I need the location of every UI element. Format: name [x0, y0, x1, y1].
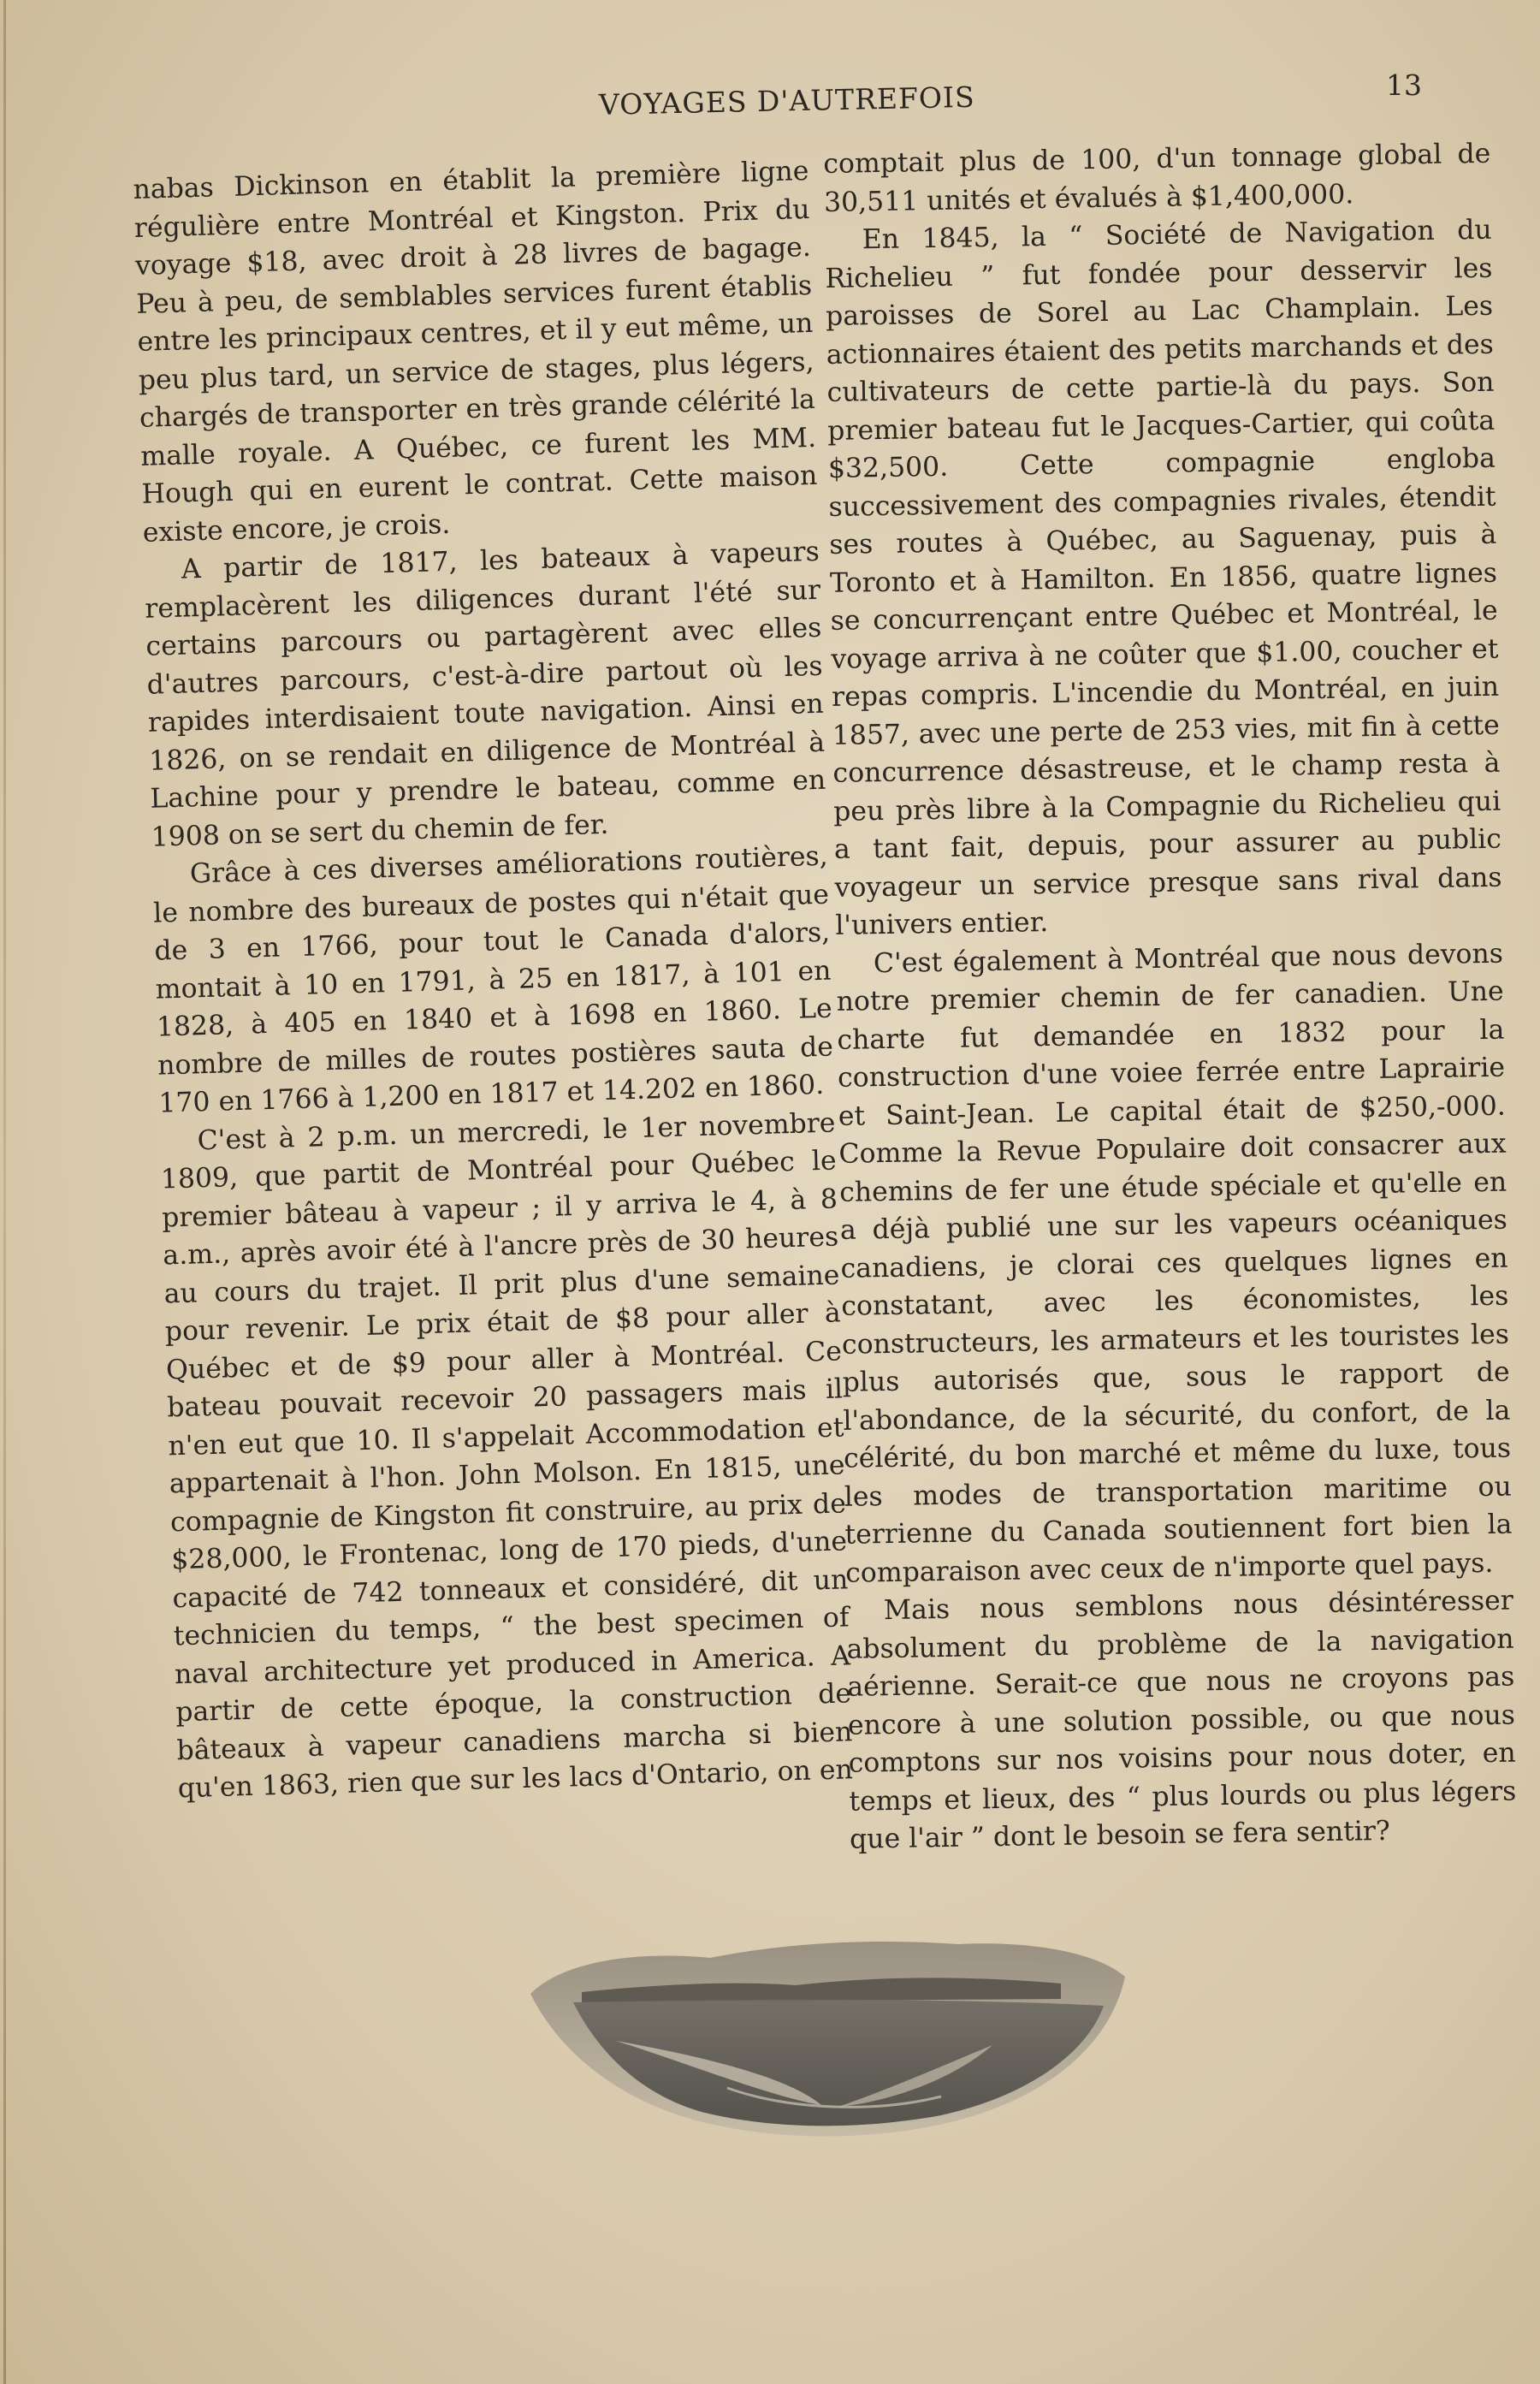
- page-edge: [3, 0, 6, 2384]
- paragraph: Mais nous semblons nous désintéresser absolument du problème de la navigation aérienne. Serait-ce que nous ne croyons pas encore à une solution possible, ou que nous comptons sur nos voisins pour nous doter, en temps et lieux, des “ plus lourds ou plus légers que l'air ” dont le besoin se fera sentir?: [846, 1585, 1517, 1855]
- paragraph: C'est également à Montréal que nous devons notre premier chemin de fer canadien. Une charte fut demandée en 1832 pour la construction d'une voiee ferrée entre Laprairie et Saint-Jean. Le capital était de $250,-000. Comme la Revue Populaire doit consacrer aux chemins de fer une étude spéciale et qu'elle en a déjà publié une sur les vapeurs océaniques canadiens, je clorai ces quelques lignes en constatant, avec les économistes, les constructeurs, les armateurs et les touristes les plus autorisés que, sous le rapport de l'abondance, de la sécurité, du confort, de la célérité, du bon marché et même du luxe, tous les modes de transportation maritime ou terrienne du Canada soutiennent fort bien la comparaison avec ceux de n'importe quel pays.: [836, 938, 1513, 1589]
- page-number: 13: [1386, 68, 1422, 102]
- left-column: [133, 152, 854, 1808]
- right-column: [823, 135, 1517, 1859]
- landscape-vignette-icon: [513, 1891, 1138, 2148]
- paragraph: Grâce à ces diverses améliorations routières, le nombre des bureaux de postes qui n'était que de 3 en 1766, pour tout le Canada d'alors, montait à 10 en 1791, à 25 en 1817, à 101 en 1828, à 405 en 1840 et à 1698 en 1860. Le nombre de milles de routes postières sauta de 170 en 1766 à 1,200 en 1817 et 14.202 en 1860.: [152, 840, 834, 1119]
- running-header: VOYAGES D'AUTREFOIS: [598, 80, 975, 122]
- paragraph: comptait plus de 100, d'un tonnage global de 30,511 unités et évalués à $1,400,000.: [823, 138, 1491, 218]
- paragraph: En 1845, la “ Société de Navigation du Richelieu ” fut fondée pour desservir les paroisses de Sorel au Lac Champlain. Les actionnaires étaient des petits marchands et des cultivateurs de cette partie-là du pays. Son premier bateau fut le Jacques-Cartier, qui coûta $32,500. Cette compagnie engloba successivement des compagnies rivales, étendit ses routes à Québec, au Saguenay, puis à Toronto et à Hamilton. En 1856, quatre lignes se concurrençant entre Québec et Montréal, le voyage arriva à ne coûter que $1.00, coucher et repas compris. L'incendie du Montréal, en juin 1857, avec une perte de 253 vies, mit fin à cette concurrence désastreuse, et le champ resta à peu près libre à la Compagnie du Richelieu qui a tant fait, depuis, pour assurer au public voyageur un service presque sans rival dans l'univers entier.: [825, 214, 1502, 941]
- paragraph: A partir de 1817, les bateaux à vapeurs remplacèrent les diligences durant l'été sur certains parcours ou partagèrent avec elles d'autres parcours, c'est-à-dire partout où les rapides interdisaient toute navigation. Ainsi en 1826, on se rendait en diligence de Montréal à Lachine pour y prendre le bateau, comme en 1908 on se sert du chemin de fer.: [144, 536, 826, 853]
- paragraph: nabas Dickinson en établit la première ligne régulière entre Montréal et Kingston. Prix du voyage $18, avec droit à 28 livres de bagage. Peu à peu, de semblables services furent établis entre les principaux centres, et il y eut même, un peu plus tard, un service de stages, plus légers, chargés de transporter en très grande célérité la malle royale. A Québec, ce furent les MM. Hough qui en eurent le contrat. Cette maison existe encore, je crois.: [133, 155, 818, 549]
- paragraph: C'est à 2 p.m. un mercredi, le 1er novembre 1809, que partit de Montréal pour Québec le premier bâteau à vapeur ; il y arriva le 4, à 8 a.m., après avoir été à l'ancre près de 30 heures au cours du trajet. Il prit plus d'une semaine pour revenir. Le prix était de $8 pour aller à Québec et de $9 pour aller à Montréal. Ce bateau pouvait recevoir 20 passagers mais il n'en eut que 10. Il s'appelait Accommodation et appartenait à l'hon. John Molson. En 1815, une compagnie de Kingston fit construire, au prix de $28,000, le Frontenac, long de 170 pieds, d'une capacité de 742 tonneaux et considéré, dit un technicien du temps, “ the best specimen of naval architecture yet produced in America. A partir de cette époque, la construction de bâteaux à vapeur canadiens marcha si bien qu'en 1863, rien que sur les lacs d'Ontario, on en: [160, 1107, 854, 1805]
